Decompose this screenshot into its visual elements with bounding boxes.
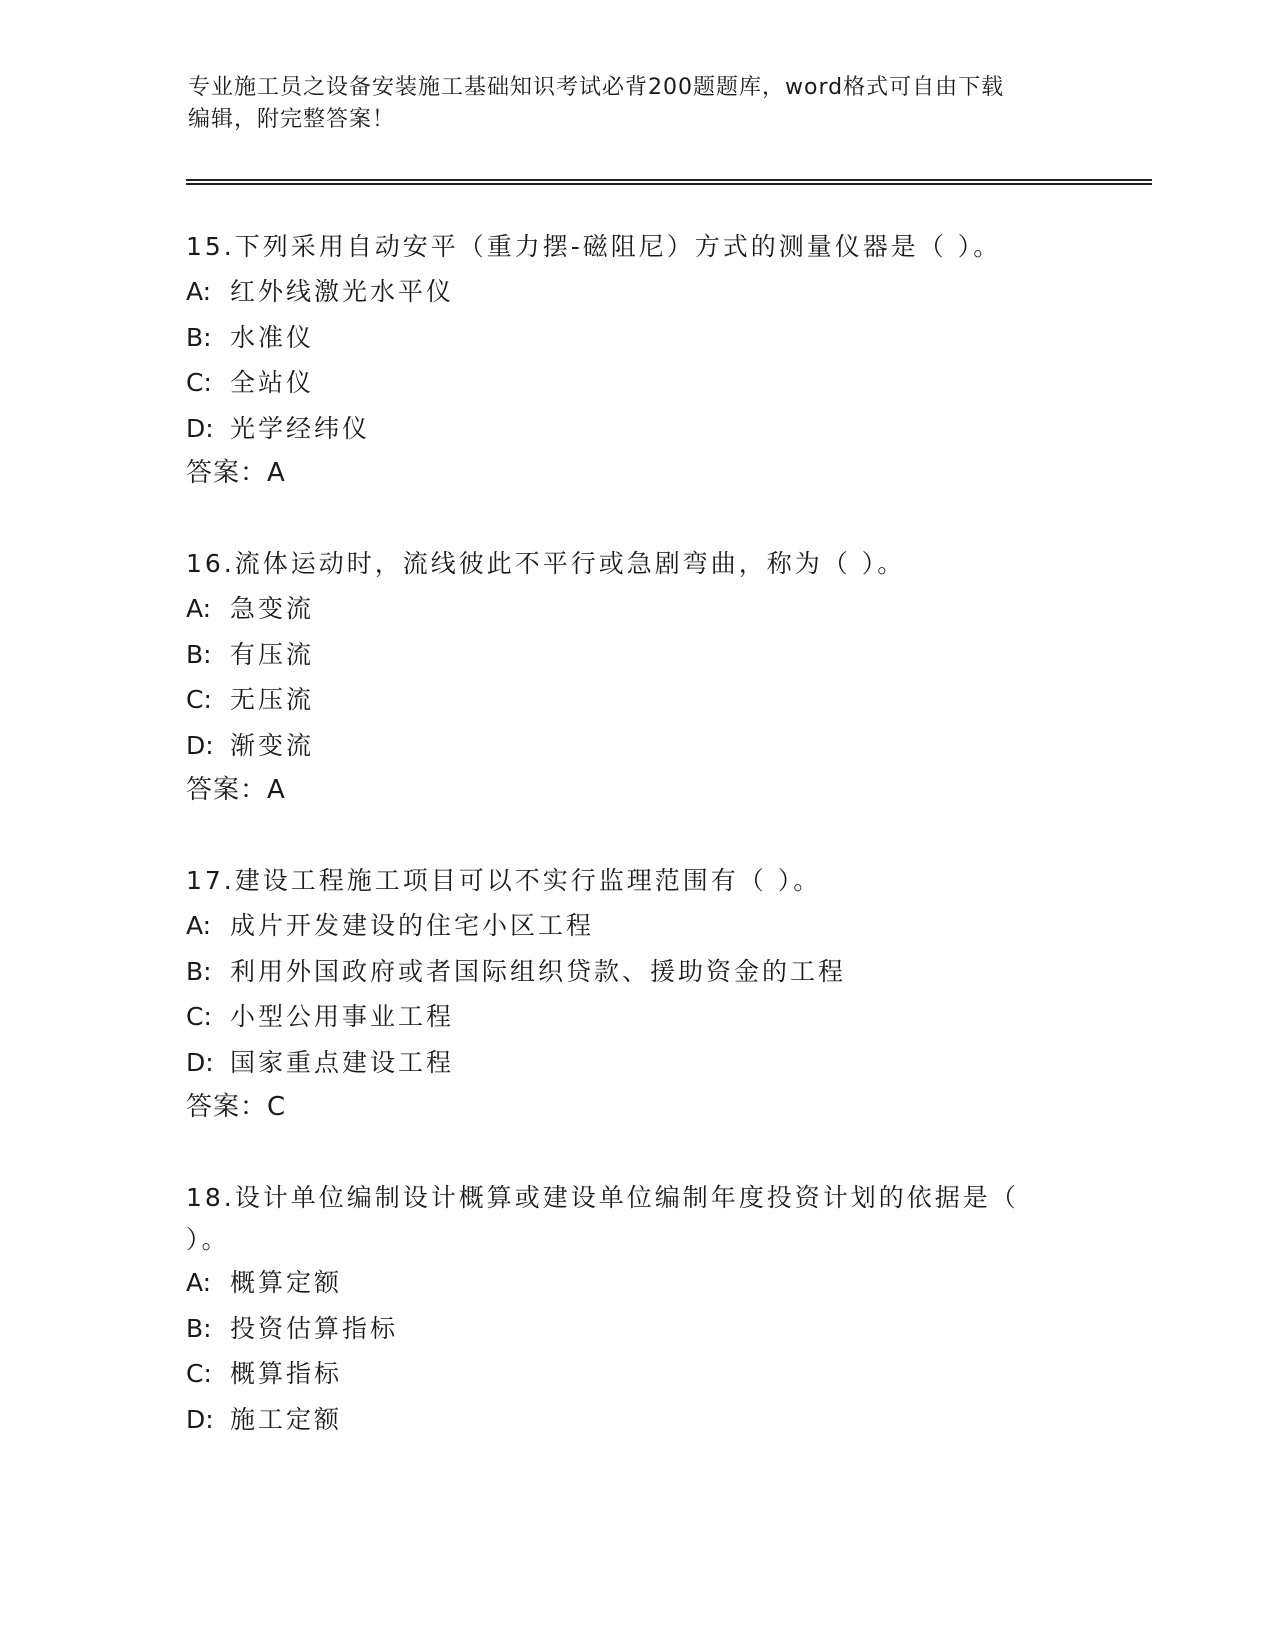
option-letter: D:: [186, 730, 214, 760]
header-line-1: 专业施工员之设备安装施工基础知识考试必背200题题库，word格式可自由下载: [188, 75, 1005, 100]
document-header: [188, 72, 1088, 136]
option-letter: C:: [186, 685, 212, 714]
question-title-line-1: 18.设计单位编制设计概算或建设单位编制年度投资计划的依据是（: [186, 1183, 1019, 1212]
option-a: [186, 903, 1086, 949]
question-15: [186, 224, 1086, 496]
question-title: 15.下列采用自动安平（重力摆-磁阻尼）方式的测量仪器是（ ）。: [186, 232, 1002, 261]
option-c: [186, 360, 1086, 406]
option-c: [186, 1351, 1086, 1397]
option-text: 投资估算指标: [230, 1313, 399, 1343]
question-title: 16.流体运动时，流线彼此不平行或急剧弯曲，称为（ ）。: [186, 549, 906, 578]
option-letter: C:: [186, 1359, 212, 1388]
option-d: [186, 406, 1086, 452]
answer: 答案：A: [186, 775, 286, 805]
option-text: 红外线激光水平仪: [230, 277, 455, 306]
option-text: 光学经纬仪: [230, 413, 371, 443]
question-16: [186, 541, 1086, 813]
option-text: 利用外国政府或者国际组织贷款、援助资金的工程: [230, 956, 847, 986]
option-letter: D:: [186, 1404, 214, 1434]
option-a: [186, 586, 1086, 632]
header-divider: [186, 179, 1152, 185]
answer: 答案：C: [186, 1092, 287, 1122]
option-b: [186, 315, 1086, 361]
option-d: [186, 723, 1086, 769]
option-text: 水准仪: [230, 322, 315, 352]
option-letter: B:: [186, 322, 212, 352]
option-letter: A:: [186, 911, 212, 940]
option-text: 无压流: [230, 685, 315, 714]
option-a: [186, 269, 1086, 315]
option-d: [186, 1040, 1086, 1086]
option-letter: B:: [186, 639, 212, 669]
header-line-2: 编辑，附完整答案！: [188, 107, 396, 132]
option-letter: C:: [186, 368, 212, 397]
option-text: 有压流: [230, 639, 315, 669]
question-title-line-2: ）。: [186, 1225, 230, 1254]
option-letter: D:: [186, 1047, 214, 1077]
question-17: [186, 858, 1086, 1130]
option-text: 小型公用事业工程: [230, 1002, 455, 1031]
option-c: [186, 677, 1086, 723]
option-letter: A:: [186, 277, 212, 306]
option-text: 渐变流: [230, 730, 315, 760]
option-letter: B:: [186, 1313, 212, 1343]
option-b: [186, 632, 1086, 678]
option-text: 概算指标: [230, 1359, 343, 1388]
option-a: [186, 1260, 1086, 1306]
option-b: [186, 949, 1086, 995]
option-letter: C:: [186, 1002, 212, 1031]
option-text: 全站仪: [230, 368, 315, 397]
question-18: [186, 1175, 1086, 1442]
question-title: 17.建设工程施工项目可以不实行监理范围有（ ）。: [186, 866, 822, 895]
option-letter: B:: [186, 956, 212, 986]
option-c: [186, 994, 1086, 1040]
option-letter: A:: [186, 1268, 212, 1297]
option-text: 急变流: [230, 594, 315, 623]
option-text: 概算定额: [230, 1268, 343, 1297]
option-text: 成片开发建设的住宅小区工程: [230, 911, 595, 940]
option-b: [186, 1306, 1086, 1352]
option-text: 施工定额: [230, 1404, 343, 1434]
option-d: [186, 1397, 1086, 1443]
option-letter: D:: [186, 413, 214, 443]
option-text: 国家重点建设工程: [230, 1047, 455, 1077]
option-letter: A:: [186, 594, 212, 623]
answer: 答案：A: [186, 458, 286, 488]
